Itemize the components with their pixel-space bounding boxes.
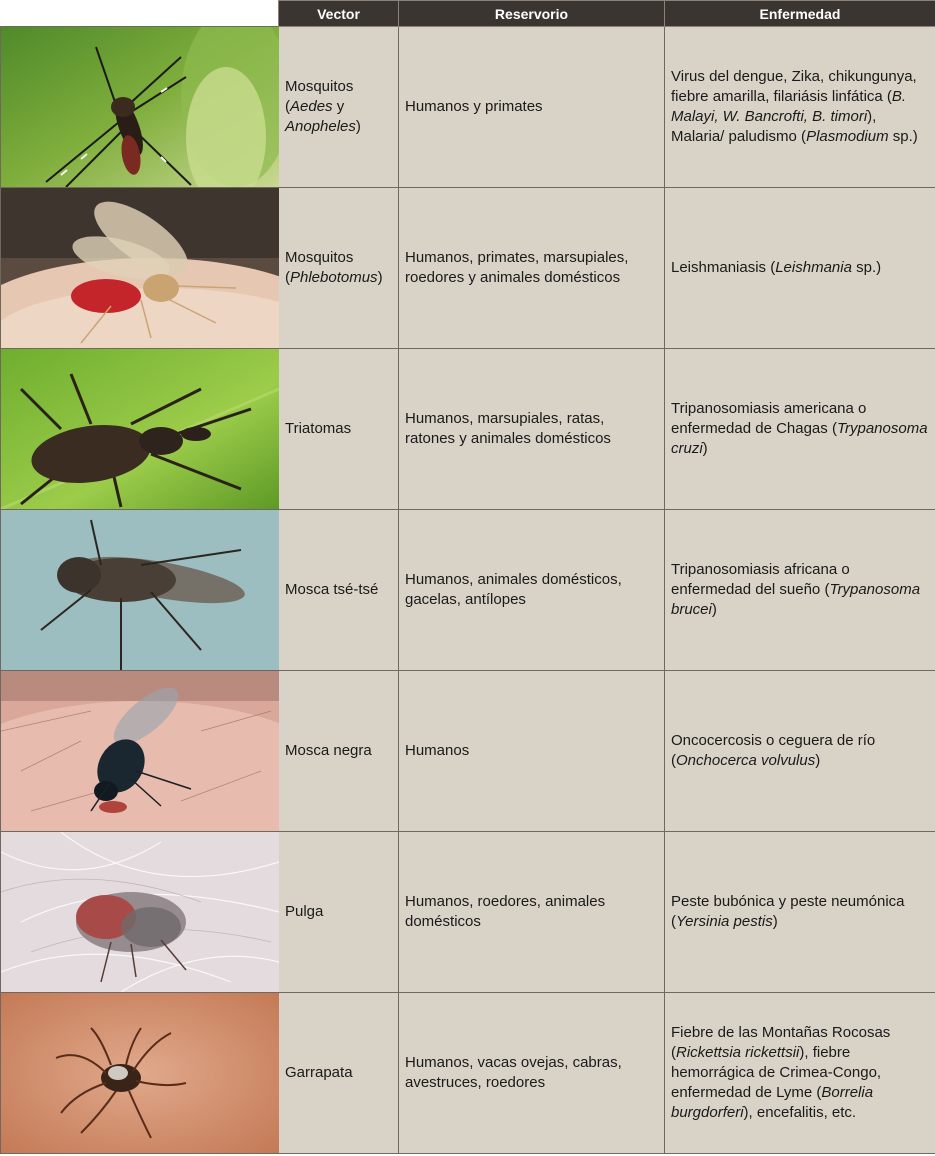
disease-cell: Fiebre de las Montañas Rocosas (Rickettsia rickettsii), fiebre hemorrágica de Crimea-Congo, enfermedad de Lyme (Borrelia burgdorferi), encefalitis, etc. [665, 993, 935, 1154]
disease-cell: Tripanosomiasis americana o enfermedad de Chagas (Trypanosoma cruzi) [665, 349, 935, 510]
mosquito-aedes-photo [1, 27, 279, 187]
reservoir-cell: Humanos, vacas ovejas, cabras, avestruces, roedores [399, 993, 665, 1154]
vector-cell: Garrapata [279, 993, 399, 1154]
photo-cell [1, 993, 279, 1154]
reservoir-cell: Humanos [399, 671, 665, 832]
photo-cell [1, 832, 279, 993]
reservoir-cell: Humanos y primates [399, 27, 665, 188]
disease-cell: Oncocercosis o ceguera de río (Onchocerca volvulus) [665, 671, 935, 832]
photo-cell [1, 27, 279, 188]
vector-column-header: Vector [279, 1, 399, 27]
disease-cell: Tripanosomiasis africana o enfermedad del sueño (Trypanosoma brucei) [665, 510, 935, 671]
table-row [1, 671, 935, 832]
disease-cell: Peste bubónica y peste neumónica (Yersinia pestis) [665, 832, 935, 993]
reservoir-cell: Humanos, marsupiales, ratas, ratones y animales domésticos [399, 349, 665, 510]
image-column-header [1, 1, 279, 27]
photo-cell [1, 188, 279, 349]
vector-cell: Mosquitos (Phlebotomus) [279, 188, 399, 349]
table-row [1, 188, 935, 349]
table-row [1, 510, 935, 671]
vector-cell: Mosca negra [279, 671, 399, 832]
table-header-row [1, 1, 935, 27]
tick-photo [1, 993, 279, 1153]
reservoir-cell: Humanos, primates, marsupiales, roedores y animales domésticos [399, 188, 665, 349]
triatoma-photo [1, 349, 279, 509]
photo-cell [1, 671, 279, 832]
flea-photo [1, 832, 279, 992]
vector-cell: Mosca tsé-tsé [279, 510, 399, 671]
vector-cell: Mosquitos (Aedes y Anopheles) [279, 27, 399, 188]
table-row [1, 27, 935, 188]
photo-cell [1, 349, 279, 510]
tsetse-fly-photo [1, 510, 279, 670]
disease-cell: Virus del dengue, Zika, chikungunya, fiebre amarilla, filariásis linfática (B. Malayi, W. Bancrofti, B. timori), Malaria/ paludismo (Plasmodium sp.) [665, 27, 935, 188]
black-fly-photo [1, 671, 279, 831]
disease-column-header: Enfermedad [665, 1, 935, 27]
vector-cell: Triatomas [279, 349, 399, 510]
vector-cell: Pulga [279, 832, 399, 993]
table-row [1, 993, 935, 1154]
disease-cell: Leishmaniasis (Leishmania sp.) [665, 188, 935, 349]
photo-cell [1, 510, 279, 671]
reservoir-cell: Humanos, animales domésticos, gacelas, antílopes [399, 510, 665, 671]
reservoir-cell: Humanos, roedores, animales domésticos [399, 832, 665, 993]
table-row [1, 349, 935, 510]
table-row [1, 832, 935, 993]
sandfly-photo [1, 188, 279, 348]
reservoir-column-header: Reservorio [399, 1, 665, 27]
